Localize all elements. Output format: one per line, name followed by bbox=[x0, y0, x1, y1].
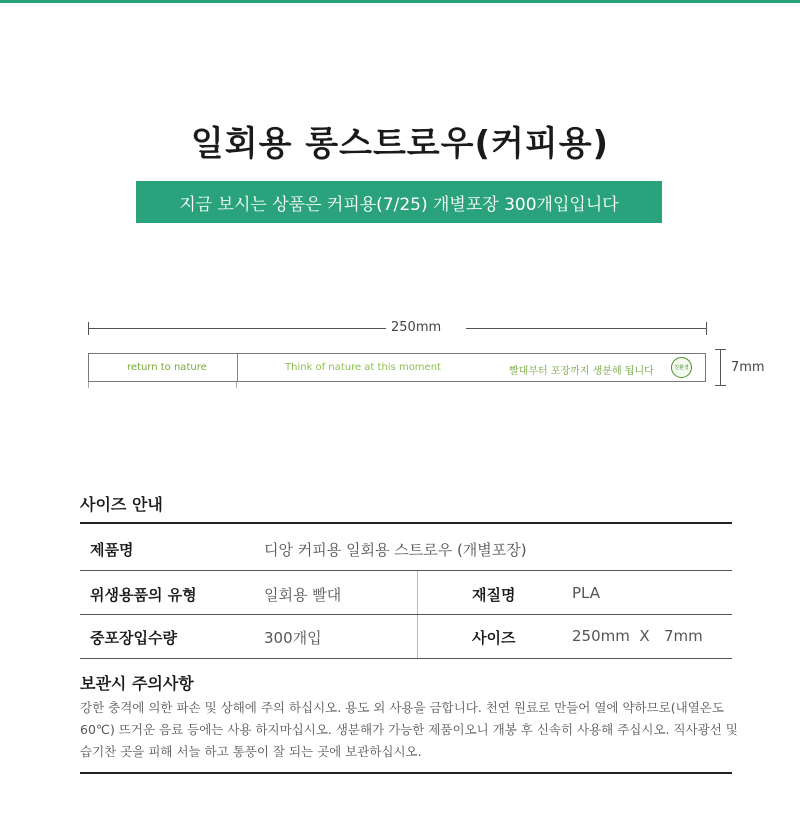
size-value: 250mm X 7mm bbox=[572, 627, 703, 645]
storage-heading: 보관시 주의사항 bbox=[80, 674, 194, 693]
storage-line-2: 60℃) 뜨거운 음료 등에는 사용 하지마십시오. 생분해가 가능한 제품이오니 개봉 후 신속히 사용해 주십시오. 직사광선 및 bbox=[80, 722, 738, 737]
straw-text-left: return to nature bbox=[127, 362, 207, 373]
product-name-label: 제품명 bbox=[90, 541, 134, 559]
hygiene-type-label: 위생용품의 유형 bbox=[90, 586, 197, 604]
pack-quantity-label: 중포장입수량 bbox=[90, 629, 177, 647]
storage-line-3: 습기찬 곳을 피해 서늘 하고 통풍이 잘 되는 곳에 보관하십시오. bbox=[80, 744, 422, 759]
straw-text-right: 빨대부터 포장까지 생분해 됩니다 bbox=[509, 366, 654, 377]
storage-bottom-rule bbox=[80, 772, 732, 774]
size-table-row-rule-2 bbox=[80, 614, 732, 615]
length-label: 250mm bbox=[391, 320, 442, 335]
straw-divider bbox=[237, 354, 238, 381]
size-info-heading: 사이즈 안내 bbox=[80, 495, 163, 514]
length-tick-right bbox=[706, 322, 707, 335]
top-accent-rule bbox=[0, 0, 800, 3]
material-value: PLA bbox=[572, 584, 601, 602]
straw-text-mid: Think of nature at this moment bbox=[285, 362, 441, 373]
size-table-top-rule bbox=[80, 522, 732, 524]
storage-line-1: 강한 충격에 의한 파손 및 상해에 주의 하십시오. 용도 외 사용을 금합니다. 천연 원료로 만들어 열에 약하므로(내열온도 bbox=[80, 700, 724, 715]
size-table-col-sep-2 bbox=[417, 615, 418, 658]
pack-quantity-value: 300개입 bbox=[264, 629, 322, 647]
length-line-right bbox=[466, 328, 707, 329]
size-table-bottom-rule bbox=[80, 658, 732, 659]
page-title: 일회용 롱스트로우(커피용) bbox=[190, 124, 610, 164]
hygiene-type-value: 일회용 빨대 bbox=[264, 586, 342, 604]
size-table-row-rule-1 bbox=[80, 570, 732, 571]
eco-badge-text: 친환경 bbox=[674, 365, 689, 371]
size-label: 사이즈 bbox=[472, 629, 516, 647]
width-tick-bottom bbox=[715, 385, 726, 386]
length-line-left bbox=[88, 328, 386, 329]
storage-notice bbox=[80, 697, 738, 763]
product-banner: 지금 보시는 상품은 커피용(7/25) 개별포장 300개입입니다 bbox=[136, 181, 662, 223]
size-table-col-sep-1 bbox=[417, 571, 418, 614]
product-name-value: 디앙 커피용 일회용 스트로우 (개별포장) bbox=[264, 541, 527, 559]
eco-badge-icon bbox=[671, 357, 692, 378]
straw-leg-left bbox=[88, 382, 89, 388]
straw-leg-mid bbox=[236, 382, 237, 388]
material-label: 재질명 bbox=[472, 586, 516, 604]
straw-illustration bbox=[88, 353, 706, 382]
width-label: 7mm bbox=[731, 360, 765, 375]
width-line bbox=[720, 349, 721, 386]
